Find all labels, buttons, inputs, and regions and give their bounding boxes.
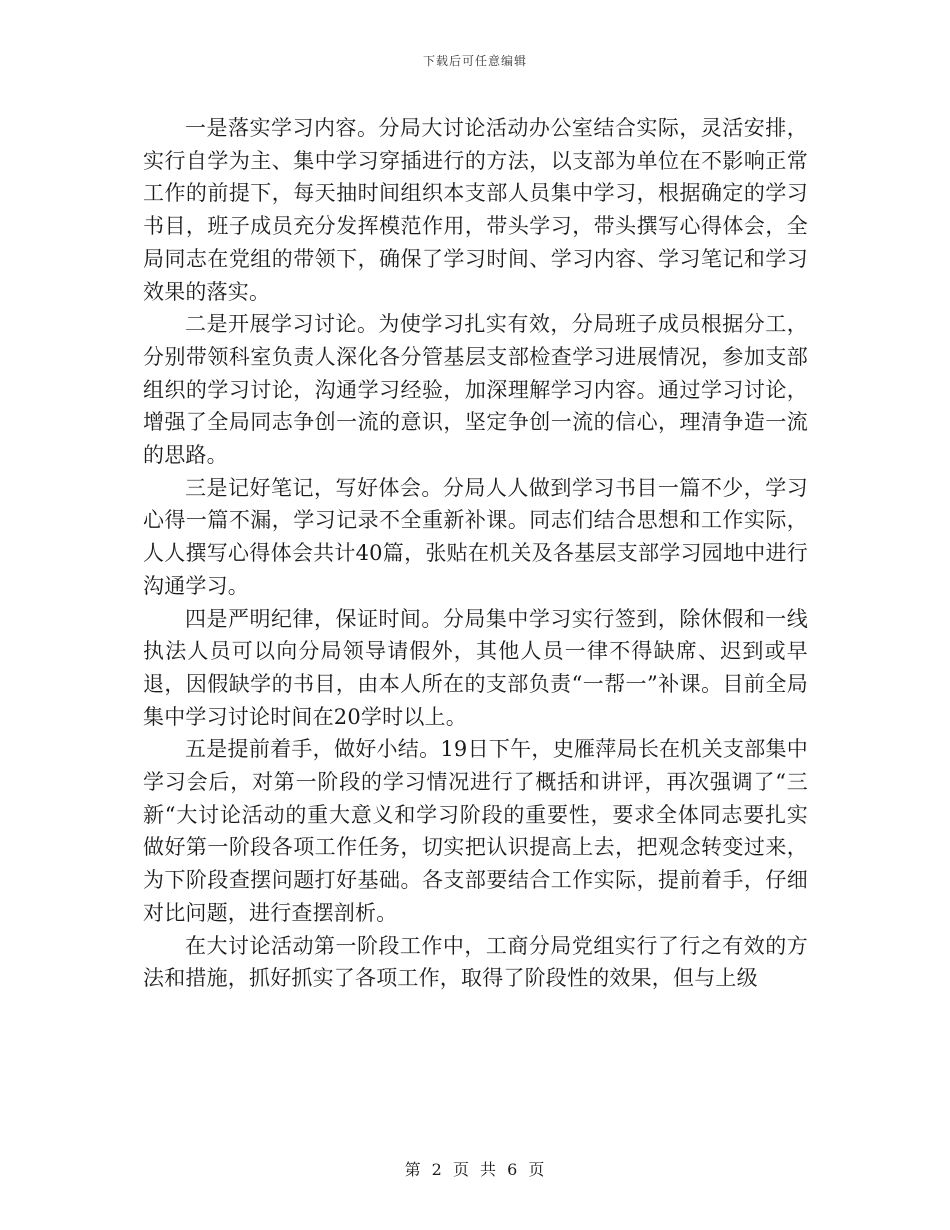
paragraph-4: 四是严明纪律，保证时间。分局集中学习实行签到，除休假和一线执法人员可以向分局领导请假外，其他人员一律不得缺席、迟到或早退，因假缺学的书目，由本人所在的支部负责“一帮一”补课。目前全局集中学习讨论时间在20学时以上。 bbox=[143, 606, 808, 729]
document-body bbox=[143, 112, 808, 995]
paragraph-2: 二是开展学习讨论。为使学习扎实有效，分局班子成员根据分工，分别带领科室负责人深化各分管基层支部检查学习进展情况，参加支部组织的学习讨论，沟通学习经验，加深理解学习内容。通过学习讨论，增强了全局同志争创一流的意识，坚定争创一流的信心，理清争造一流的思路。 bbox=[143, 312, 808, 468]
paragraph-5: 五是提前着手，做好小结。19日下午，史雁萍局长在机关支部集中学习会后，对第一阶段的学习情况进行了概括和讲评，再次强调了“三新“大讨论活动的重大意义和学习阶段的重要性，要求全体同志要扎实做好第一阶段各项工作任务，切实把认识提高上去，把观念转变过来，为下阶段查摆问题打好基础。各支部要结合工作实际，提前着手，仔细对比问题，进行查摆剖析。 bbox=[143, 737, 808, 925]
paragraph-1: 一是落实学习内容。分局大讨论活动办公室结合实际，灵活安排，实行自学为主、集中学习穿插进行的方法，以支部为单位在不影响正常工作的前提下，每天抽时间组织本支部人员集中学习，根据确定的学习书目，班子成员充分发挥模范作用，带头学习，带头撰写心得体会，全局同志在党组的带领下，确保了学习时间、学习内容、学习笔记和学习效果的落实。 bbox=[143, 116, 808, 304]
page-header-note: 下载后可任意编辑 bbox=[422, 54, 527, 68]
paragraph-3: 三是记好笔记，写好体会。分局人人做到学习书目一篇不少，学习心得一篇不漏，学习记录不全重新补课。同志们结合思想和工作实际，人人撰写心得体会共计40篇，张贴在机关及各基层支部学习园地中进行沟通学习。 bbox=[143, 475, 808, 598]
paragraph-6: 在大讨论活动第一阶段工作中，工商分局党组实行了行之有效的方法和措施，抓好抓实了各项工作，取得了阶段性的效果，但与上级 bbox=[143, 933, 808, 991]
page-footer-pager: 第 2 页 共 6 页 bbox=[404, 1160, 546, 1179]
